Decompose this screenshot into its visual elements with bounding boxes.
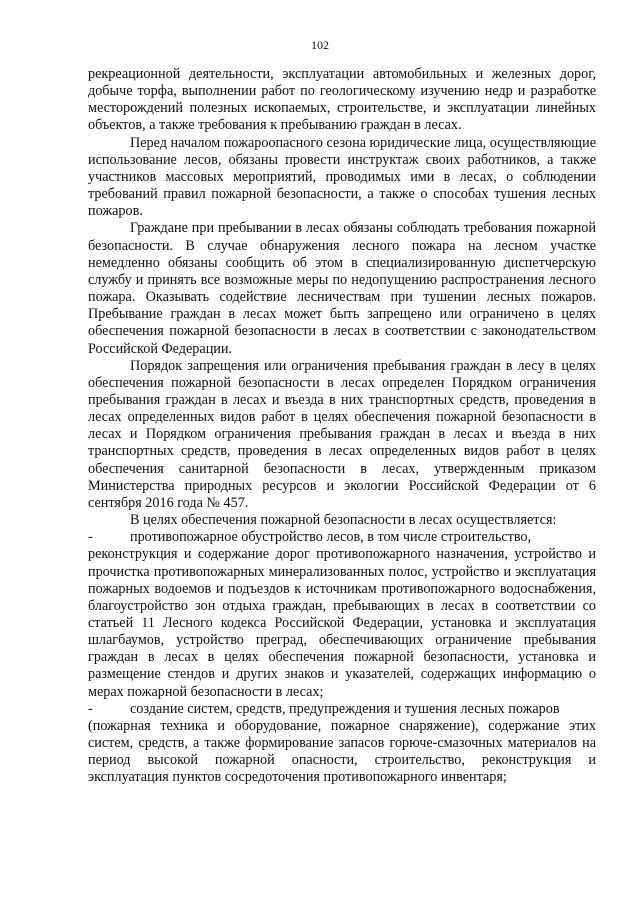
list-bullet: - <box>88 700 93 717</box>
list-item-text: противопожарное обустройство лесов, в том числе строительство, <box>130 529 532 546</box>
list-item-first-line <box>88 529 596 546</box>
list-item <box>88 701 596 787</box>
list-item <box>88 529 596 701</box>
list-item-first-line <box>88 701 596 718</box>
paragraph: Порядок запрещения или ограничения пребывания граждан в лесу в целях обеспечения пожарной безопасности в лесах определен Порядком ограничения пребывания граждан в лесах и въезда в них транспортных средств, проведения в лесах определенных видов работ в целях обеспечения пожарной безопасности в лесах и Порядком ограничения пребывания граждан в лесах и въезда в них транспортных средств, проведения в лесах определенных видов работ в целях обеспечения санитарной безопасности в лесах, утвержденным приказом Министерства природных ресурсов и экологии Российской Федерации от 6 сентября 2016 года № 457. <box>88 357 596 511</box>
page-number: 102 <box>311 38 329 52</box>
list-item-text: создание систем, средств, предупреждения и тушения лесных пожаров <box>130 700 560 717</box>
list-item-continuation: реконструкция и содержание дорог противопожарного назначения, устройство и прочистка противопожарных минерализованных полос, устройство и эксплуатация пожарных водоемов и подъездов к источникам противопожарного водоснабжения, благоустройство зон отдыха граждан, пребывающих в лесах в соответствии со статьей 11 Лесного кодекса Российской Федерации, установка и эксплуатация шлагбаумов, устройство преград, обеспечивающих ограничение пребывания граждан в лесах в целях обеспечения пожарной безопасности, установка и размещение стендов и других знаков и указателей, содержащих информацию о мерах пожарной безопасности в лесах; <box>88 546 596 700</box>
paragraph: рекреационной деятельности, эксплуатации автомобильных и железных дорог, добыче торфа, выполнении работ по геологическому изучению недр и разработке месторождений полезных ископаемых, строительстве, и эксплуатации линейных объектов, а также требования к пребыванию граждан в лесах. <box>88 66 596 134</box>
document-body <box>88 66 596 787</box>
paragraph: Перед началом пожароопасного сезона юридические лица, осуществляющие использование лесов, обязаны провести инструктаж своих работников, а также участников массовых мероприятий, проводимых ими в лесах, о соблюдении требований правил пожарной безопасности, а также о способах тушения лесных пожаров. <box>88 134 596 220</box>
list-item-continuation: (пожарная техника и оборудование, пожарное снаряжение), содержание этих систем, средств, а также формирование запасов горюче-смазочных материалов на период высокой пожарной опасности, строительство, реконструкция и эксплуатация пунктов сосредоточения противопожарного инвентаря; <box>88 717 596 786</box>
paragraph: Граждане при пребывании в лесах обязаны соблюдать требования пожарной безопасности. В случае обнаружения лесного пожара на лесном участке немедленно обязаны сообщить об этом в специализированную диспетчерскую службу и принять все возможные меры по недопущению распространения лесного пожара. Оказывать содействие лесничествам при тушении лесных пожаров. Пребывание граждан в лесах может быть запрещено или ограничено в целях обеспечения пожарной безопасности в лесах в соответствии с законодательством Российской Федерации. <box>88 220 596 357</box>
paragraph: В целях обеспечения пожарной безопасности в лесах осуществляется: <box>130 512 557 529</box>
list-bullet: - <box>88 529 93 546</box>
